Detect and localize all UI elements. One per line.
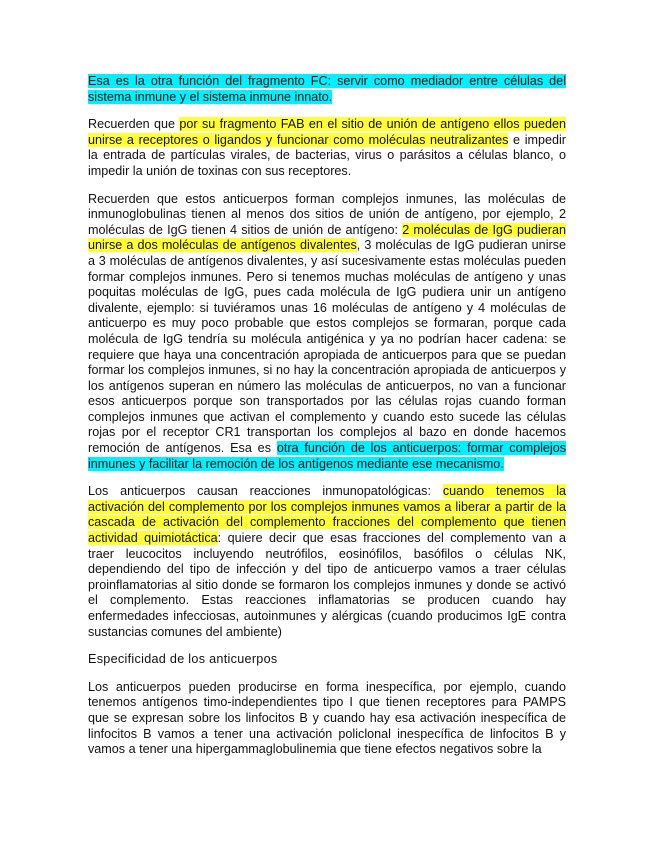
paragraph-text: Los anticuerpos pueden producirse en forma inespecífica, por ejemplo, cuando tenemos antígenos timo-independientes tipo I que tienen receptores para PAMPS que se expresan sobre los linfocitos B y cuando hay esa activación inespecífica de linfocitos B vamos a tener una activación policlonal inespecífica de linfocitos B y vamos a tener una hipergammaglobulinemia que tiene efectos negativos sobre la (88, 679, 566, 757)
paragraph-text: Recuerden que estos anticuerpos forman complejos inmunes, las moléculas de inmunoglobulinas tienen al menos dos sitios de unión de antígeno, por ejemplo, 2 moléculas de IgG tienen 4 sitios de unión de antígeno: (88, 191, 566, 237)
paragraph-text: Recuerden que (88, 117, 180, 132)
highlight-yellow: cuando tenemos la activación del complemento por los complejos inmunes vamos a liberar a partir de la cascada de activación del complemento fracciones del complemento que tienen actividad quimiotáctica (88, 484, 567, 546)
section-heading: Especificidad de los anticuerpos (88, 652, 278, 667)
highlight-cyan: Esa es la otra función del fragmento FC: servir como mediador entre células del sistema inmune y el sistema inmune innato. (88, 74, 566, 104)
paragraph-text: , 3 moléculas de IgG pudieran unirse a 3 moléculas de antígenos divalentes, y así sucesivamente estas moléculas pueden formar complejos inmunes. Pero si tenemos muchas moléculas de antígeno y unas poquitas moléculas de IgG, pues cada molécula de IgG pudiera unir un antígeno divalente, ejemplo: si tuviéramos unas 16 moléculas de antígeno y 4 moléculas de anticuerpo es muy poco probable que estos complejos se formaran, porque cada molécula de IgG tendría su molécula antigénica y ya no podrían hacer cadena: se requiere que haya una concentración apropiada de anticuerpos para que se puedan formar los complejos inmunes, si no hay la concentración apropiada de anticuerpos y los antígenos superan en número las moléculas de anticuerpos, no van a funcionar esos anticuerpos porque son transportados por las células rojas cuando forman complejos inmunes que activan el complemento y cuando esto sucede las células rojas por el receptor CR1 transportan los complejos al bazo en donde hacemos remoción de antígenos. Esa es (88, 238, 566, 456)
paragraph-text: : quiere decir que esas fracciones del complemento van a traer leucocitos incluyendo neutrófilos, eosinófilos, basófilos o células NK, dependiendo del tipo de infección y del tipo de anticuerpo vamos a traer células proinflamatorias al sitio donde se formaron los complejos inmunes y donde se activó el complemento. Estas reacciones inflamatorias se producen cuando hay enfermedades infecciosas, autoinmunes y alérgicas (cuando producimos IgE contra sustancias comunes del ambiente) (88, 531, 566, 639)
document-page (88, 74, 566, 770)
paragraph-immunopathology (88, 484, 566, 640)
paragraph-immune-complexes (88, 192, 566, 473)
paragraph-fc-function (88, 74, 566, 105)
highlight-yellow: 2 moléculas de IgG pudieran unirse a dos moléculas de antígenos divalentes (88, 222, 566, 253)
paragraph-specificity (88, 680, 566, 758)
paragraph-text: e impedir la entrada de partículas virales, de bacterias, virus o parásitos a células blanco, o impedir la unión de toxinas con sus receptores. (88, 132, 566, 178)
highlight-cyan: otra función de los anticuerpos: formar complejos inmunes y facilitar la remoción de los antígenos mediante ese mecanismo. (88, 441, 566, 471)
highlight-yellow: por su fragmento FAB en el sitio de unión de antígeno ellos pueden unirse a receptores o ligandos y funcionar como moléculas neutralizantes (88, 117, 566, 147)
paragraph-fab-neutralization (88, 117, 566, 179)
paragraph-text: Los anticuerpos causan reacciones inmunopatológicas: (88, 484, 443, 499)
